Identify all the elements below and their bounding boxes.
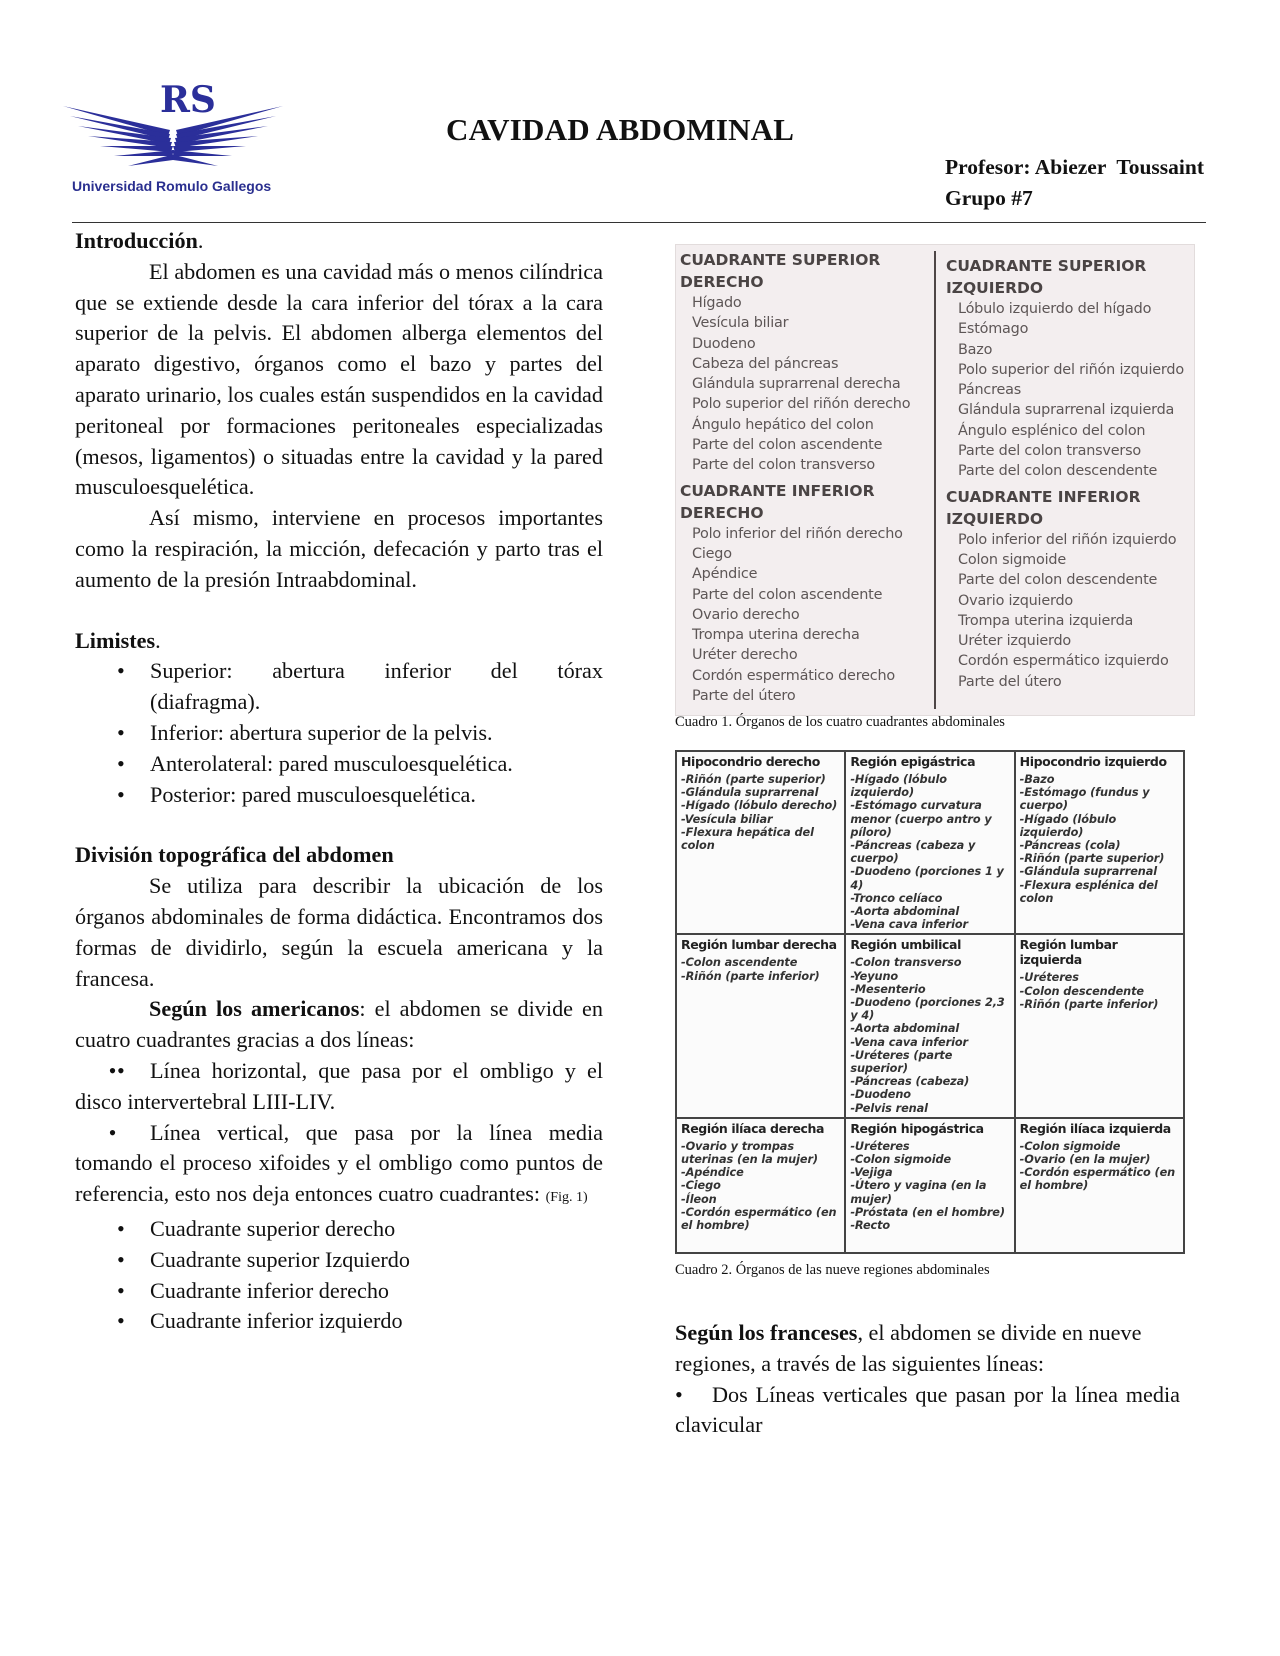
table-cell (676, 1118, 845, 1253)
region-organ: -Aorta abdominal (850, 1022, 960, 1036)
organ-item: Parte del colon transverso (692, 457, 875, 474)
cuadro-2-image (675, 750, 1185, 1254)
division-paragraph: Se utiliza para describir la ubicación de los órganos abdominales de forma didáctica. Encontramos dos formas de dividirlo, según la escuela americana y la francesa. (75, 873, 603, 991)
region-organ: -Yeyuno (850, 969, 899, 983)
table-cell (845, 1118, 1014, 1253)
organ-item: Parte del colon descendente (958, 463, 1158, 480)
organ-item: Parte del colon transverso (958, 443, 1141, 460)
organ-item: Duodeno (692, 335, 756, 352)
region-organ: -Vesícula biliar (681, 812, 773, 826)
cuadrantes-list (75, 1214, 603, 1337)
organ-item: Parte del colon descendente (958, 572, 1158, 589)
linea-horizontal: • • Línea horizontal, que pasa por el ombligo y el disco intervertebral LIII-LIV. (75, 1056, 603, 1118)
organ-item: Parte del útero (692, 688, 796, 705)
organ-item: Polo superior del riñón derecho (692, 396, 911, 413)
table-row (676, 751, 1184, 934)
table-row (676, 1118, 1184, 1253)
region-organ: -Ovario y trompas uterinas (en la mujer) (681, 1139, 818, 1167)
table-cell (845, 751, 1014, 934)
limites-heading: Limistes. (75, 627, 161, 653)
list-item: • Superior: abertura inferior del tórax (diafragma). (75, 656, 603, 718)
organ-item: Páncreas (958, 382, 1022, 399)
region-organ: -Flexura hepática del colon (681, 825, 814, 853)
organ-item: Cordón espermático izquierdo (958, 653, 1169, 670)
table-cell (1015, 934, 1184, 1117)
region-organ: -Hígado (lóbulo izquierdo) (850, 773, 947, 800)
region-organ: -Aorta abdominal (850, 905, 960, 919)
linea-verticales-franceses: • Dos Líneas verticales que pasan por la línea media clavicular (675, 1381, 1180, 1438)
organ-item: Parte del colon ascendente (692, 586, 883, 603)
region-organ: -Tronco celíaco (850, 891, 943, 905)
list-item: • Cuadrante inferior derecho (75, 1276, 603, 1307)
region-organ: -Cordón espermático (en el hombre) (1019, 1166, 1176, 1193)
region-organ: -Vejiga (850, 1166, 893, 1180)
region-organ: -Riñón (parte superior) (681, 773, 826, 786)
list-item: • Cuadrante superior Izquierdo (75, 1245, 603, 1276)
region-organ: -Uréteres (parte superior) (850, 1048, 953, 1076)
region-organ: -Estómago (fundus y cuerpo) (1019, 786, 1150, 813)
region-organ: -Ovario (en la mujer) (1019, 1153, 1151, 1167)
list-item: • Posterior: pared musculoesquelética. (75, 780, 603, 811)
group-number: Grupo #7 (945, 186, 1033, 210)
region-organ: -Mesenterio (850, 982, 926, 996)
organ-item: Glándula suprarrenal derecha (692, 376, 901, 393)
professor-name: Profesor: Abiezer Toussaint (945, 155, 1204, 179)
region-organ: -Colon descendente (1019, 984, 1144, 998)
regions-table (675, 750, 1185, 1254)
region-name: Región lumbar derecha (681, 937, 837, 953)
intro-paragraph-1: El abdomen es una cavidad más o menos cilíndrica que se extiende desde la cara inferior del tórax a la cara superior de la pelvis. El abdomen alberga elementos del aparato digestivo, órganos como el bazo y partes del aparato urinario, los cuales están suspendidos en la cavidad peritoneal por formaciones peritoneales especializadas (mesos, ligamentos) o situadas entre la cavidad y la pared musculoesquelética. (75, 258, 603, 500)
organ-item: Colon sigmoide (958, 551, 1066, 568)
region-organ: -Ciego (681, 1179, 721, 1193)
intro-paragraph-2: Así mismo, interviene en procesos importantes como la respiración, la micción, defecación y parto tras el aumento de la presión Intraabdominal. (75, 505, 603, 592)
table-cell (676, 934, 845, 1117)
cuadro-1-caption: Cuadro 1. Órganos de los cuatro cuadrantes abdominales (675, 714, 1005, 730)
region-organ: -Bazo (1019, 773, 1055, 786)
organ-item: Trompa uterina izquierda (958, 612, 1134, 629)
region-organ: -Riñón (parte inferior) (1019, 997, 1159, 1011)
organ-item: Polo inferior del riñón izquierdo (958, 531, 1177, 548)
region-organ: -Glándula suprarrenal (1019, 865, 1158, 879)
region-name: Hipocondrio derecho (681, 754, 820, 769)
region-organ: -Vena cava inferior (850, 918, 968, 932)
region-organ: -Flexura esplénica del colon (1019, 878, 1158, 905)
franceses-paragraph: Según los franceses, el abdomen se divide en nueve regiones, a través de las siguientes líneas: (675, 1320, 1142, 1376)
region-name: Región ilíaca izquierda (1019, 1120, 1171, 1136)
list-item: • Inferior: abertura superior de la pelvis. (75, 718, 603, 749)
organ-item: Polo superior del riñón izquierdo (958, 361, 1184, 378)
cuadro-2-caption: Cuadro 2. Órganos de las nueve regiones abdominales (675, 1262, 990, 1278)
table-cell (1015, 751, 1184, 934)
cuadrante-derecho: CUADRANTE SUPERIOR DERECHO Hígado Vesícula biliar Duodeno Cabeza del páncreas Glándula suprarrenal derecha Polo superior del riñón derecho Ángulo hepático del colon Parte del colon ascendente Parte del colon transverso CUADRANTE INFERIOR DERECHO Polo inferior del riñón derecho Ciego Apéndice Parte del colon ascendente Ovario derecho Trompa uterina derecha Uréter derecho Cordón espermático derecho Parte del útero (680, 249, 939, 706)
americanos-paragraph: Según los americanos: el abdomen se divide en cuatro cuadrantes gracias a dos líneas: (75, 996, 603, 1053)
list-item: • Cuadrante inferior izquierdo (75, 1306, 603, 1337)
region-organ: -Estómago curvatura menor (cuerpo antro y píloro) (850, 799, 992, 839)
organ-item: Parte del colon ascendente (692, 437, 883, 454)
region-name: Región lumbar izquierda (1019, 937, 1118, 968)
region-organ: -Recto (850, 1219, 891, 1233)
organ-item: Vesícula biliar (692, 315, 789, 332)
table-row (676, 934, 1184, 1117)
region-organ: -Riñón (parte inferior) (681, 969, 820, 983)
organ-item: Bazo (958, 341, 993, 358)
region-organ: -Duodeno (850, 1088, 911, 1102)
region-organ: -Cordón espermático (en el hombre) (681, 1205, 837, 1233)
region-organ: -Próstata (en el hombre) (850, 1205, 1005, 1219)
organ-list (680, 524, 939, 707)
region-name: Región ilíaca derecha (681, 1120, 825, 1136)
organ-item: Glándula suprarrenal izquierda (958, 402, 1175, 419)
region-organ: -Hígado (lóbulo derecho) (681, 799, 838, 813)
cuadro-1-image (675, 244, 1195, 716)
intro-heading: Introducción. (75, 228, 204, 253)
region-organ: -Útero y vagina (en la mujer) (850, 1179, 987, 1206)
region-organ: -Colon sigmoide (850, 1153, 952, 1167)
region-organ: -Pelvis renal (850, 1101, 928, 1115)
svg-text:RS: RS (160, 79, 216, 121)
region-name: Hipocondrio izquierdo (1019, 754, 1167, 769)
region-organ: -Uréteres (850, 1139, 910, 1153)
organ-item: Hígado (692, 295, 742, 311)
region-organ: -Páncreas (cabeza) (850, 1075, 970, 1089)
region-organ: -Duodeno (porciones 2,3 y 4) (850, 996, 1005, 1023)
organ-item: Ángulo esplénico del colon (958, 422, 1146, 439)
region-name: Región epigástrica (850, 754, 976, 769)
division-heading: División topográfica del abdomen (75, 842, 394, 868)
header-divider (72, 222, 1206, 223)
region-organ: -Colon sigmoide (1019, 1139, 1121, 1153)
region-organ: -Páncreas (cola) (1019, 839, 1121, 853)
region-organ: -Colon transverso (850, 956, 962, 970)
organ-item: Lóbulo izquierdo del hígado (958, 301, 1152, 317)
region-organ: -Hígado (lóbulo izquierdo) (1019, 812, 1117, 839)
organ-item: Ángulo hepático del colon (692, 416, 874, 433)
organ-item: Uréter derecho (692, 647, 798, 664)
region-organ: -Uréteres (1019, 971, 1079, 985)
region-name: Región hipogástrica (850, 1120, 984, 1136)
professor-info (945, 152, 1204, 214)
organ-item: Parte del útero (958, 673, 1062, 690)
organ-item: Estómago (958, 321, 1029, 338)
table-cell (845, 934, 1014, 1117)
university-name: Universidad Romulo Gallegos (72, 178, 272, 194)
right-column (675, 1318, 1180, 1441)
region-organ: -Íleon (681, 1192, 717, 1206)
organ-list (946, 530, 1195, 692)
table-cell (676, 751, 845, 934)
organ-item: Trompa uterina derecha (692, 627, 860, 644)
region-organ: -Apéndice (681, 1166, 744, 1180)
table-cell (1015, 1118, 1184, 1253)
region-organ: -Colon ascendente (681, 956, 798, 970)
organ-list (680, 293, 939, 476)
organ-list (946, 299, 1195, 482)
organ-item: Ciego (692, 545, 732, 562)
limites-list (75, 656, 603, 810)
organ-item: Cabeza del páncreas (692, 355, 839, 372)
organ-item: Cordón espermático derecho (692, 667, 895, 684)
organ-item: Apéndice (692, 566, 758, 583)
region-organ: -Duodeno (porciones 1 y 4) (850, 865, 1004, 892)
page-title: CAVIDAD ABDOMINAL (446, 112, 795, 147)
region-name: Región umbilical (850, 937, 961, 953)
list-item: • Anterolateral: pared musculoesquelética. (75, 749, 603, 780)
organ-item: Ovario izquierdo (958, 592, 1074, 609)
region-organ: -Riñón (parte superior) (1019, 852, 1165, 866)
organ-item: Uréter izquierdo (958, 633, 1072, 650)
region-organ: -Vena cava inferior (850, 1035, 968, 1049)
organ-item: Polo inferior del riñón derecho (692, 525, 903, 542)
list-item: • Cuadrante superior derecho (75, 1214, 603, 1245)
organ-item: Ovario derecho (692, 606, 800, 623)
linea-vertical: • Línea vertical, que pasa por la línea media tomando el proceso xifoides y el ombligo como puntos de referencia, esto nos deja entonces cuatro cuadrantes: (Fig. 1) (75, 1119, 603, 1207)
region-organ: -Glándula suprarrenal (681, 786, 819, 800)
cuadrante-izquierdo: CUADRANTE SUPERIOR IZQUIERDO Lóbulo izquierdo del hígado Estómago Bazo Polo superior del riñón izquierdo Páncreas Glándula suprarrenal izquierda Ángulo esplénico del colon Parte del colon transverso Parte del colon descendente CUADRANTE INFERIOR IZQUIERDO Polo inferior del riñón izquierdo Colon sigmoide Parte del colon descendente Ovario izquierdo Trompa uterina izquierda Uréter izquierdo Cordón espermático izquierdo Parte del útero (946, 255, 1195, 692)
region-organ: -Páncreas (cabeza y cuerpo) (850, 839, 976, 866)
left-column (75, 226, 603, 1337)
